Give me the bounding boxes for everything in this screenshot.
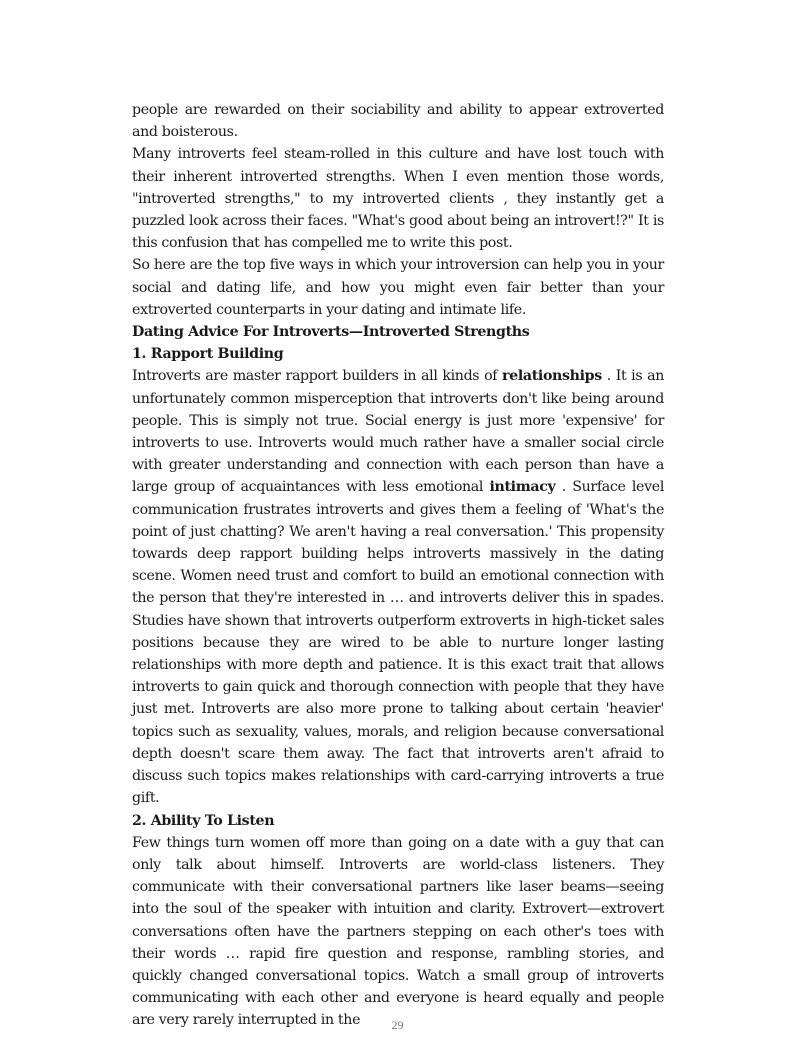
document-body: [132, 99, 664, 1032]
subheading-ability-to-listen: 2. Ability To Listen: [132, 812, 275, 829]
rapport-text-a: Introverts are master rapport builders in all kinds of: [132, 368, 503, 385]
top-five-paragraph: So here are the top five ways in which your introversion can help you in your social and dating life, and how you might even fair better than your extroverted counterparts in your dating and intimate life.: [132, 257, 664, 318]
culture-paragraph: Many introverts feel steam-rolled in this culture and have lost touch with their inherent introverted strengths. When I even mention those words, "introverted strengths," to my introverted clients , they instantly get a puzzled look across their faces. "What's good about being an introvert!?" It is this confusion that has compelled me to write this post.: [132, 146, 664, 252]
intro-paragraph: people are rewarded on their sociability and ability to appear extroverted and boisterous.: [132, 102, 664, 141]
section-heading: Dating Advice For Introverts—Introverted Strengths: [132, 324, 530, 341]
rapport-text-c: . Surface level communication frustrates introverts and gives them a feeling of 'What's the point of just chatting? We aren't having a real conversation.' This propensity towards deep rapport building helps introverts massively in the dating scene. Women need trust and comfort to build an emotional connection with the person that they're interested in … and introverts deliver this in spades. Studies have shown that introverts outperform extroverts in high-ticket sales positions because they are wired to be able to nurture longer lasting relationships with more depth and patience. It is this exact trait that allows introverts to gain quick and thorough connection with people that they have just met. Introverts are also more prone to talking about certain 'heavier' topics such as sexuality, values, morals, and religion because conversational depth doesn't scare them away. The fact that introverts aren't afraid to discuss such topics makes relationships with card-carrying introverts a true gift.: [132, 479, 665, 807]
keyword-intimacy: intimacy: [489, 479, 556, 496]
page-number: 29: [391, 1018, 404, 1032]
rapport-paragraph: [132, 365, 664, 809]
subheading-rapport-building: 1. Rapport Building: [132, 346, 284, 363]
listen-paragraph: Few things turn women off more than going on a date with a guy that can only talk about himself. Introverts are world-class listeners. They communicate with their conversational partners like laser beams—seeing into the soul of the speaker with intuition and clarity. Extrovert—extrovert conversations often have the partners stepping on each other's toes with their words … rapid fire question and response, rambling stories, and quickly changed conversational topics. Watch a small group of introverts communicating with each other and everyone is heard equally and people are very rarely interrupted in the: [132, 834, 664, 1029]
keyword-relationships: relationships: [502, 368, 602, 385]
rapport-text-b: . It is an unfortunately common misperception that introverts don't like being around people. This is simply not true. Social energy is just more 'expensive' for introverts to use. Introverts would much rather have a smaller social circle with greater understanding and connection with each person than have a large group of acquaintances with less emotional: [132, 368, 665, 496]
